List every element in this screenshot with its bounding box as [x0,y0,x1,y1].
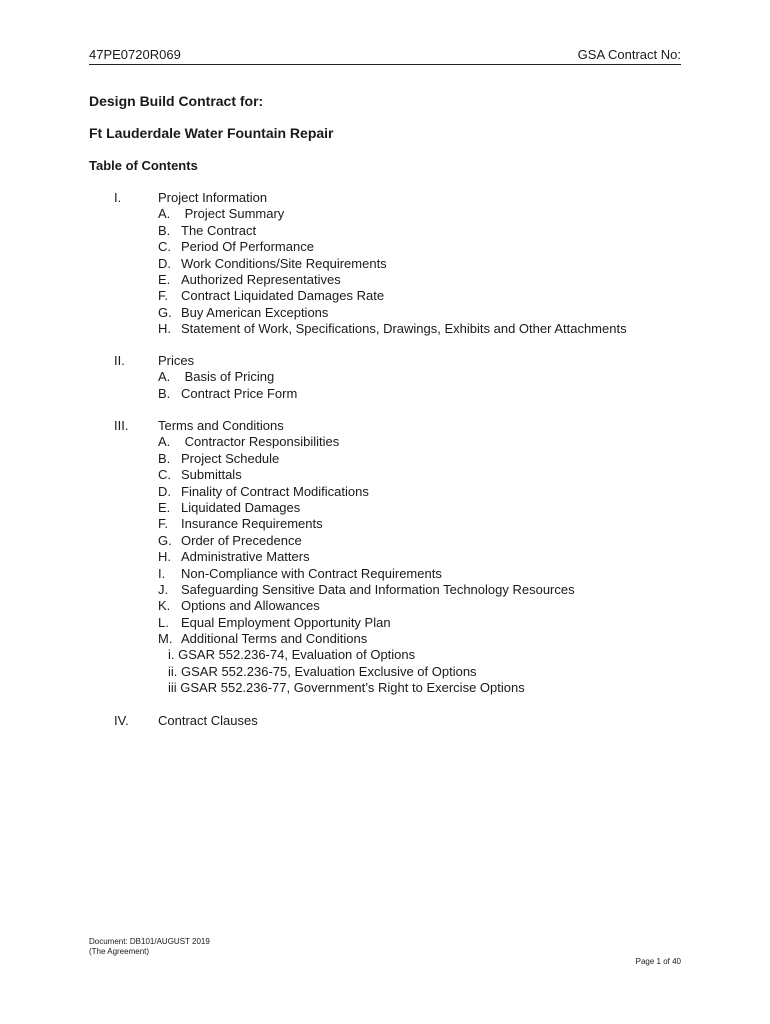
toc-item: F. Contract Liquidated Damages Rate [158,288,385,304]
toc-item: A. Contractor Responsibilities [158,434,340,450]
toc-item: K. Options and Allowances [158,598,320,614]
document-title: Design Build Contract for: [89,93,264,109]
toc-subitem: i. GSAR 552.236-74, Evaluation of Options [168,647,416,663]
toc-item: F. Insurance Requirements [158,516,323,532]
toc-item: A. Basis of Pricing [158,369,275,385]
toc-item: B. Project Schedule [158,450,280,466]
toc-item: M. Additional Terms and Conditions [158,631,368,647]
toc-item: D. Finality of Contract Modifications [158,483,369,499]
toc-item: E. Authorized Representatives [158,271,341,287]
project-title: Ft Lauderdale Water Fountain Repair [89,125,334,141]
section-title: Terms and Conditions [158,418,284,433]
section-title: Contract Clauses [158,713,258,728]
page-number: Page 1 of 40 [635,957,681,966]
toc-item: H. Statement of Work, Specifications, Drawings, Exhibits and Other Attachments [158,321,627,337]
page-header [89,46,681,65]
section-title: Project Information [158,190,268,205]
section-number: III. [114,418,129,433]
toc-item: B. Contract Price Form [158,385,298,401]
section-number: I. [114,190,122,205]
gsa-contract-number-label: GSA Contract No: [577,47,681,62]
toc-item: C. Submittals [158,467,242,483]
toc-item: E. Liquidated Damages [158,499,301,515]
section-number: II. [114,353,125,368]
toc-item: G. Order of Precedence [158,532,302,548]
document-subtitle: (The Agreement) [89,947,150,956]
toc-item: B. The Contract [158,222,257,238]
section-number: IV. [114,713,129,728]
toc-item: G. Buy American Exceptions [158,304,329,320]
document-id: Document: DB101/AUGUST 2019 [89,937,210,946]
toc-item: H. Administrative Matters [158,549,310,565]
toc-item: C. Period Of Performance [158,239,314,255]
toc-item: A. Project Summary [158,206,285,222]
solicitation-number: 47PE0720R069 [89,47,181,62]
toc-item: L. Equal Employment Opportunity Plan [158,614,391,630]
toc-heading: Table of Contents [89,158,198,173]
toc-item: I. Non-Compliance with Contract Requirements [158,565,442,581]
section-title: Prices [158,353,195,368]
document-footer [89,937,210,957]
toc-subitem: ii. GSAR 552.236-75, Evaluation Exclusive of Options [168,663,477,679]
toc-subitem: iii GSAR 552.236-77, Government’s Right to Exercise Options [168,680,525,696]
toc-item: J. Safeguarding Sensitive Data and Information Technology Resources [158,581,575,597]
toc-item: D. Work Conditions/Site Requirements [158,255,387,271]
